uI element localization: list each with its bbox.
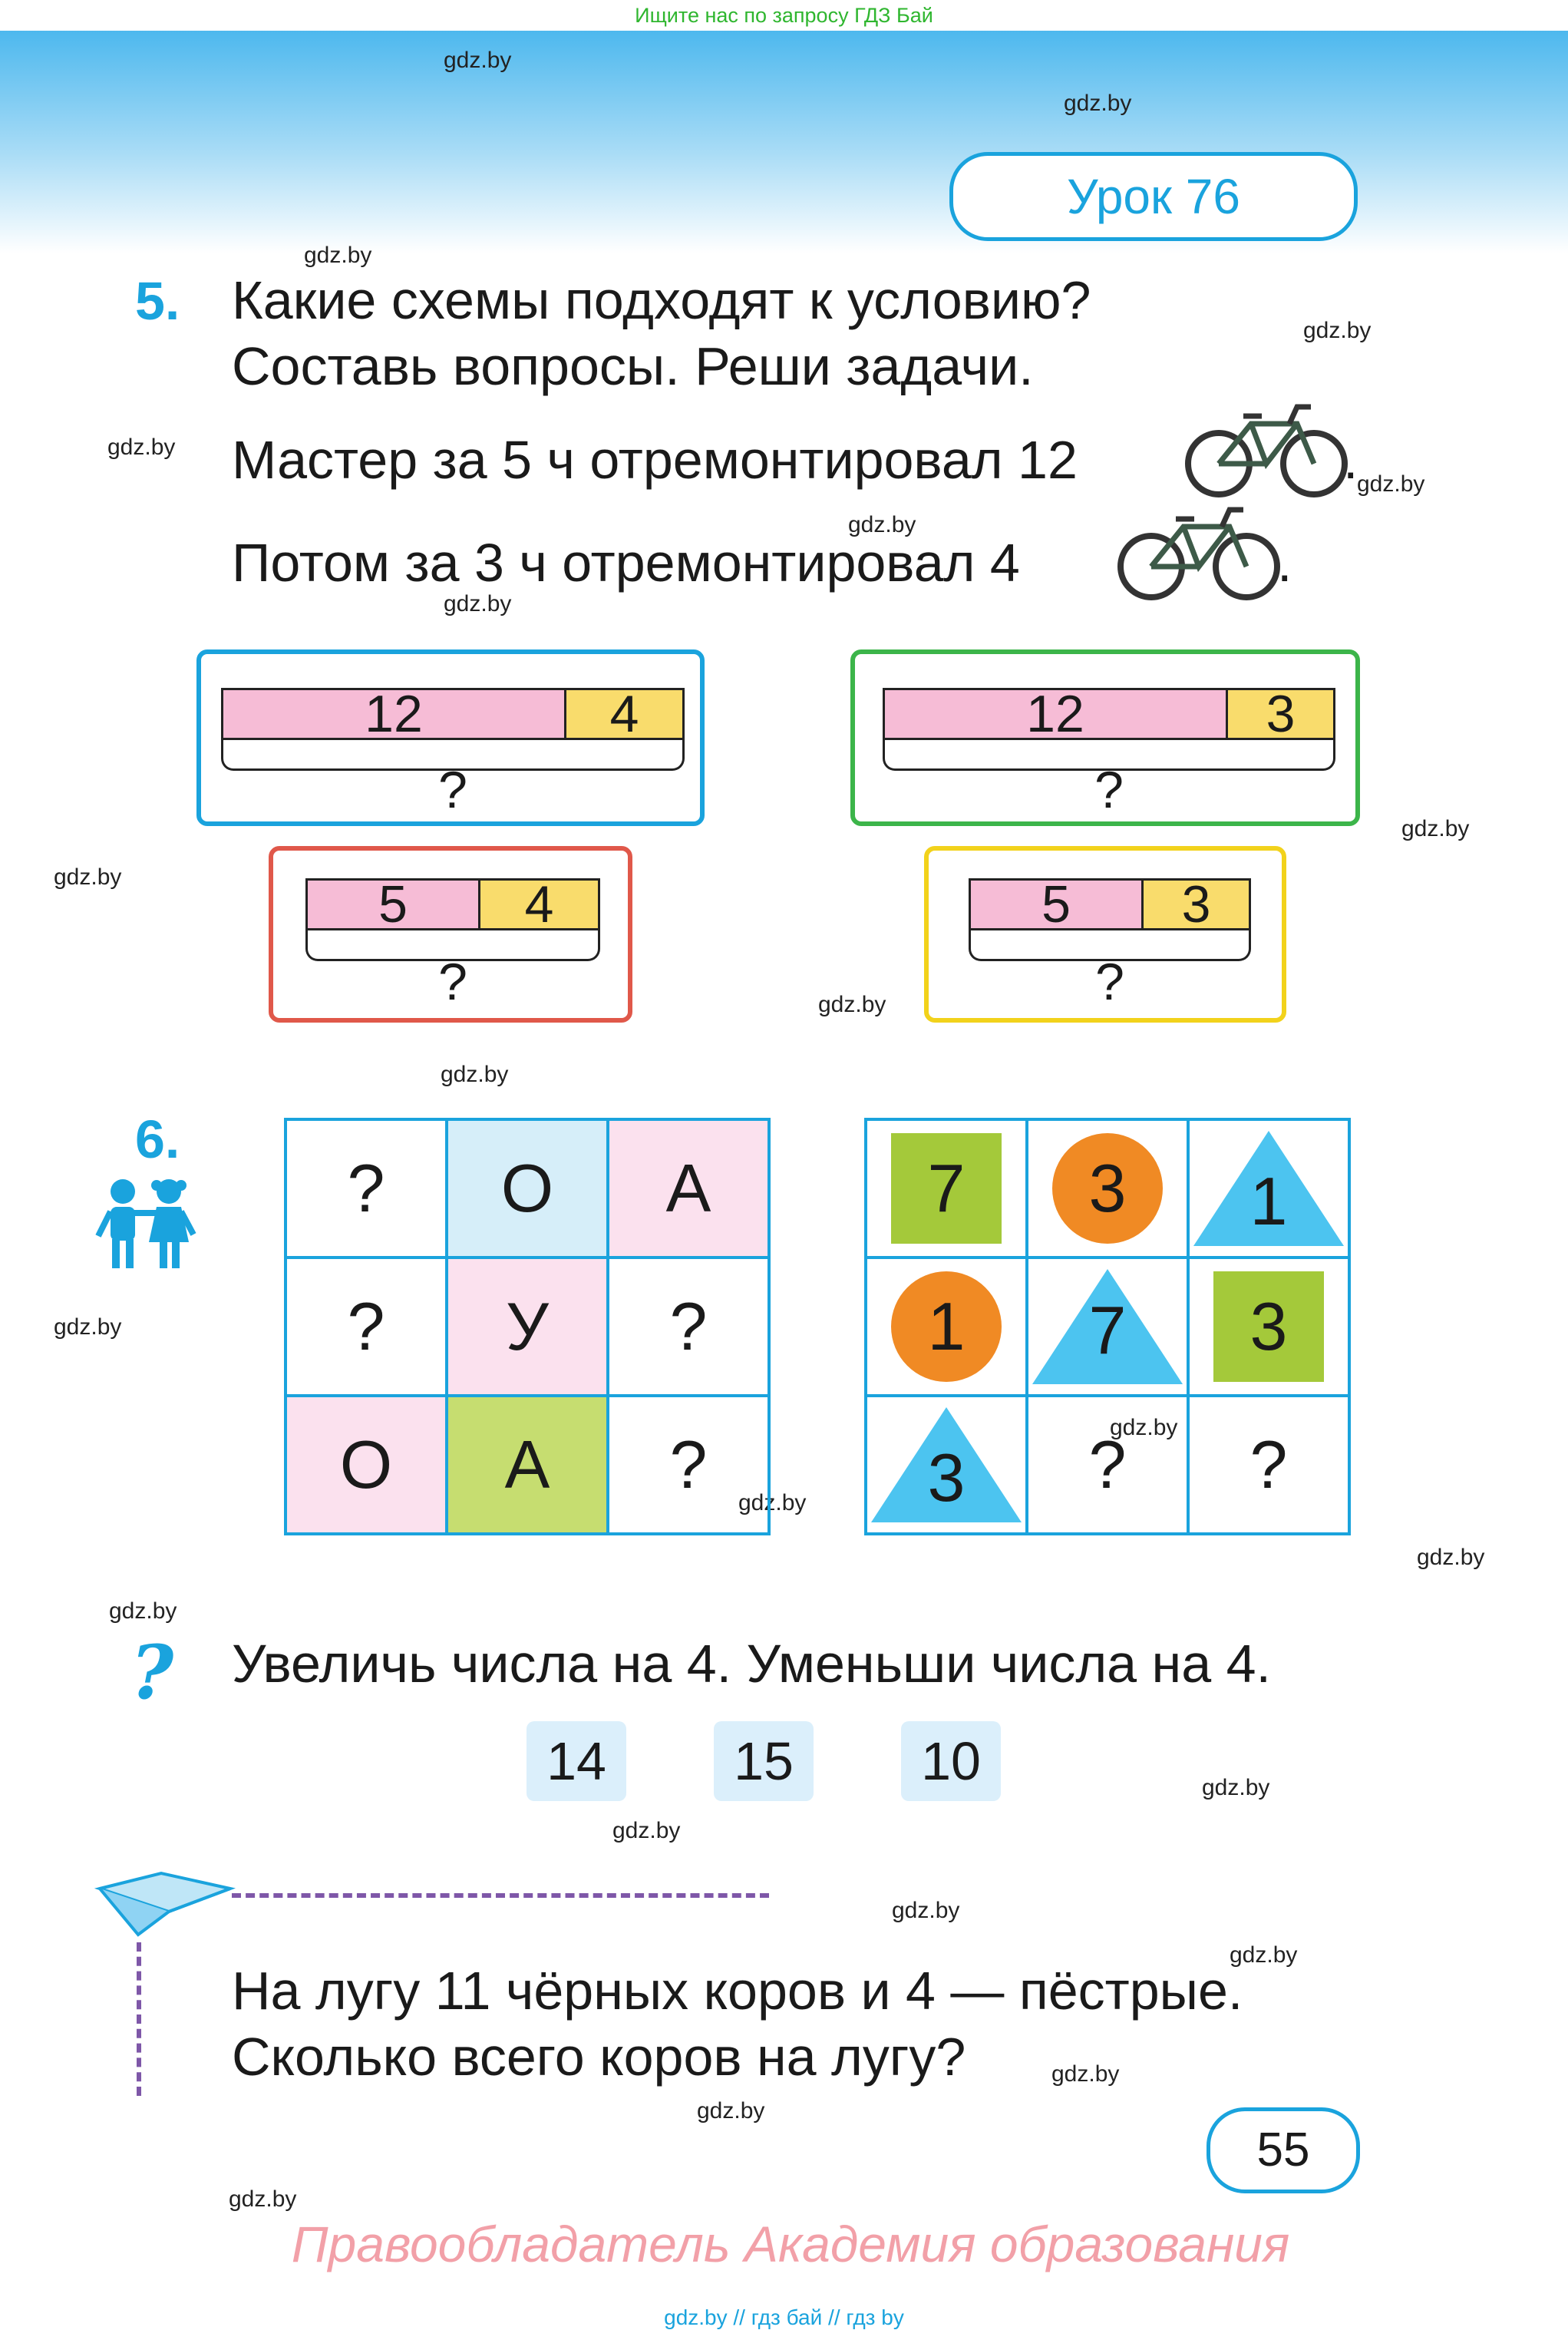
watermark: gdz.by xyxy=(1357,471,1425,497)
scheme-box[interactable] xyxy=(196,649,705,826)
grid-cell: О xyxy=(447,1119,608,1258)
blue-triangle xyxy=(1032,1269,1183,1384)
unknown-mark: ? xyxy=(1094,761,1124,819)
lesson-title: Урок 76 xyxy=(949,152,1358,241)
segment-a: 5 xyxy=(971,881,1144,928)
segment-b: 3 xyxy=(1228,690,1333,738)
grid-cell[interactable]: ? xyxy=(286,1258,447,1396)
letters-grid xyxy=(284,1118,771,1535)
task-number: 6. xyxy=(135,1109,180,1169)
segment-a: 5 xyxy=(308,881,480,928)
scheme-bar xyxy=(305,875,600,934)
grid-cell xyxy=(866,1396,1027,1534)
grid-cell[interactable]: ? xyxy=(1188,1396,1349,1534)
scheme-box[interactable] xyxy=(269,846,632,1023)
grid-cell xyxy=(1188,1258,1349,1396)
watermark: gdz.by xyxy=(54,864,122,890)
scheme-box[interactable] xyxy=(924,846,1286,1023)
blue-triangle xyxy=(871,1407,1022,1522)
grid-cell xyxy=(1027,1258,1188,1396)
segment-b: 4 xyxy=(480,881,598,928)
watermark: gdz.by xyxy=(107,435,176,460)
blue-triangle xyxy=(1193,1131,1344,1246)
watermark: gdz.by xyxy=(1202,1775,1270,1800)
orange-circle: 1 xyxy=(891,1271,1002,1382)
grid-cell: У xyxy=(447,1258,608,1396)
watermark: gdz.by xyxy=(892,1898,960,1923)
scheme-bar xyxy=(883,685,1335,743)
watermark: gdz.by xyxy=(1230,1942,1298,1968)
scheme-bar xyxy=(969,875,1251,934)
number-box: 15 xyxy=(714,1721,814,1801)
dashed-divider xyxy=(137,1942,141,2096)
watermark: gdz.by xyxy=(1401,816,1470,841)
scheme-bar xyxy=(221,685,685,743)
shape-number: 1 xyxy=(1249,1163,1288,1239)
bicycle-icon xyxy=(1114,496,1283,603)
bicycle-icon xyxy=(1182,393,1351,501)
open-book-icon xyxy=(92,1858,238,1942)
green-square: 3 xyxy=(1213,1271,1324,1382)
page-number: 55 xyxy=(1207,2107,1360,2193)
grid-cell xyxy=(866,1119,1027,1258)
watermark: gdz.by xyxy=(697,2098,765,2124)
copyright-text: Правообладатель Академия образования xyxy=(291,2216,1290,2272)
watermark: gdz.by xyxy=(444,48,512,73)
period: . xyxy=(1277,533,1292,593)
grid-cell[interactable]: ? xyxy=(608,1396,769,1534)
grid-cell: А xyxy=(608,1119,769,1258)
grid-cell: А xyxy=(447,1396,608,1534)
watermark: gdz.by xyxy=(1064,91,1132,116)
watermark: gdz.by xyxy=(441,1062,509,1087)
task-number: 5. xyxy=(135,271,180,331)
watermark: gdz.by xyxy=(818,992,886,1017)
homework-line: Сколько всего коров на лугу? xyxy=(232,2027,966,2087)
watermark: gdz.by xyxy=(1051,2061,1120,2087)
shape-number: 3 xyxy=(927,1439,966,1515)
unknown-mark: ? xyxy=(438,761,467,819)
top-banner[interactable]: Ищите нас по запросу ГДЗ Бай xyxy=(0,0,1568,31)
grid-cell[interactable]: ? xyxy=(608,1258,769,1396)
watermark: gdz.by xyxy=(848,512,916,537)
unknown-mark: ? xyxy=(1095,953,1124,1011)
condition-line: Потом за 3 ч отремонтировал 4 xyxy=(232,533,1020,593)
task-text-line: Какие схемы подходят к условию? xyxy=(232,270,1091,330)
watermark: gdz.by xyxy=(612,1818,681,1843)
watermark: gdz.by xyxy=(1110,1415,1178,1440)
unknown-mark: ? xyxy=(438,953,467,1011)
segment-b: 4 xyxy=(566,690,682,738)
grid-cell xyxy=(1188,1119,1349,1258)
watermark: gdz.by xyxy=(109,1598,177,1624)
segment-a: 12 xyxy=(885,690,1228,738)
shape-number: 7 xyxy=(1088,1292,1127,1368)
grid-cell xyxy=(866,1258,1027,1396)
watermark: gdz.by xyxy=(444,591,512,616)
homework-line: На лугу 11 чёрных коров и 4 — пёстрые. xyxy=(232,1961,1243,2021)
segment-b: 3 xyxy=(1144,881,1249,928)
grid-cell[interactable]: ? xyxy=(1027,1396,1188,1534)
condition-line: Мастер за 5 ч отремонтировал 12 xyxy=(232,430,1078,490)
footer-links[interactable]: gdz.by // гдз бай // гдз by xyxy=(664,2305,904,2329)
number-box: 10 xyxy=(901,1721,1001,1801)
dashed-divider xyxy=(232,1893,769,1898)
grid-cell xyxy=(1027,1119,1188,1258)
watermark: gdz.by xyxy=(54,1314,122,1340)
grid-cell: О xyxy=(286,1396,447,1534)
question-mark-icon: ? xyxy=(130,1629,174,1716)
number-box: 14 xyxy=(527,1721,626,1801)
grid-cell[interactable]: ? xyxy=(286,1119,447,1258)
scheme-box[interactable] xyxy=(850,649,1360,826)
segment-a: 12 xyxy=(223,690,566,738)
green-square: 7 xyxy=(891,1133,1002,1244)
watermark: gdz.by xyxy=(304,243,372,268)
task-text-line: Составь вопросы. Реши задачи. xyxy=(232,336,1034,396)
orange-circle: 3 xyxy=(1052,1133,1163,1244)
shapes-grid xyxy=(864,1118,1351,1535)
watermark: gdz.by xyxy=(1417,1545,1485,1570)
period: . xyxy=(1343,430,1358,490)
watermark: gdz.by xyxy=(738,1490,807,1515)
children-pair-icon xyxy=(95,1178,196,1270)
question-text: Увеличь числа на 4. Уменьши числа на 4. xyxy=(232,1634,1271,1694)
watermark: gdz.by xyxy=(229,2186,297,2212)
watermark: gdz.by xyxy=(1303,318,1372,343)
